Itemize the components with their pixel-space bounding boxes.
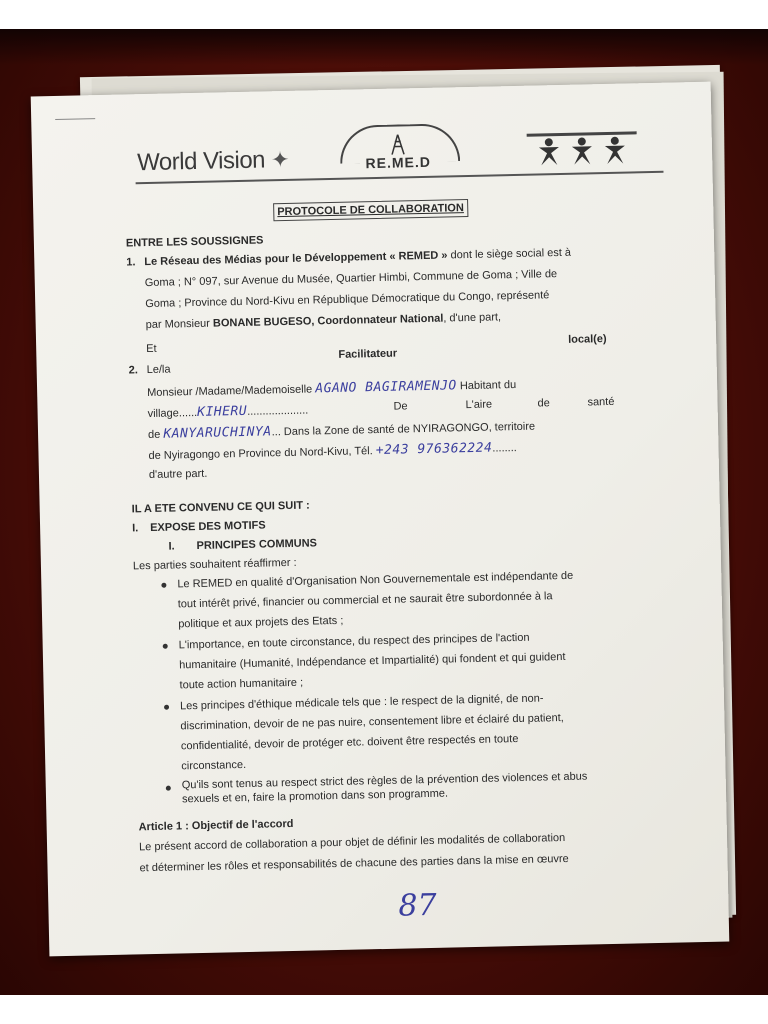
list-item-line: toute action humanitaire ; [179,676,304,692]
list-item-line: tout intérêt privé, financier ou commercial et ne saurait être subordonnée à la [177,590,553,611]
paragraph-line: Le présent accord de collaboration a pour objet de définir les modalités de collaboration [138,832,566,854]
list-item-line: Le REMED en qualité d'Organisation Non Gouvernementale est indépendante de [177,569,574,591]
list-item-line: circonstance. [181,758,247,773]
text-fragment: par Monsieur [145,317,211,332]
bullet-icon [166,786,171,791]
bullet-icon [163,644,168,649]
section-heading: ENTRE LES SOUSSIGNES [125,234,264,250]
text-fragment: ........ [492,442,517,455]
person-figure-icon [537,137,562,166]
remed-logo [329,121,470,172]
paragraph-line: d'autre part. [148,467,208,482]
bullet-icon [164,705,169,710]
text-fragment: , d'une part, [443,311,502,325]
list-item-line: Qu'ils sont tenus au respect strict des règles de la prévention des violences et abus [181,770,588,792]
world-vision-star-icon: ✦ [270,146,290,173]
list-item-line: sexuels et en, faire la promotion dans son programme. [181,787,449,806]
list-item-line: Les principes d'éthique médicale tels que : le respect de la dignité, de non- [179,692,544,713]
subsection-number: I. [168,540,175,553]
bullet-icon [161,583,166,588]
list-item-line: L'importance, en toute circonstance, du respect des principes de l'action [178,631,530,652]
photo-background [0,29,768,995]
remed-logo-text: RE.ME.D [365,153,432,172]
handwritten-page-number: 87 [398,887,438,924]
paragraph-line: Goma ; N° 097, sur Avenue du Musée, Quartier Himbi, Commune de Goma ; Ville de [144,268,558,290]
text-fragment: dont le siège social est à [450,246,572,262]
representative-name: BONANE BUGESO, Coordonnateur National [212,312,444,330]
section-number: I. [132,522,139,535]
list-item-line: politique et aux projets des Etats ; [178,614,344,631]
document-title: PROTOCOLE DE COLLABORATION [273,199,468,221]
list-item-line: confidentialité, devoir de protéger etc. doivent être respectés en toute [180,733,519,753]
handwritten-health-area: KANYARUCHINYA [163,424,272,442]
text-fragment: ... Dans la Zone de santé de NYIRAGONGO, territoire [271,420,536,439]
world-vision-logo [137,139,290,184]
section-heading: IL A ETE CONVENU CE QUI SUIT : [131,499,310,516]
page-mark [55,118,95,120]
paragraph-line: Et [146,342,157,356]
article-heading: Article 1 : Objectif de l'accord [138,817,294,834]
person-figure-icon [603,136,628,165]
subsection-heading: PRINCIPES COMMUNS [196,537,318,553]
handwritten-phone: +243 976362224 [375,440,493,459]
party-name: Le Réseau des Médias pour le Développement « REMED » [144,249,448,269]
role-label: local(e) [568,333,607,346]
text-fragment: de [537,397,550,410]
text-fragment: .................... [247,404,309,418]
handwritten-village: KIHERU [197,403,248,420]
partner-logo [526,121,637,167]
photo-shadow [0,29,768,65]
list-number: 1. [126,256,136,269]
text-fragment: Monsieur /Madame/Mademoiselle [147,383,313,400]
text-fragment: de [147,428,161,442]
text-fragment: Habitant du [459,378,517,393]
world-vision-logo-text: World Vision [136,146,266,177]
text-fragment: santé [587,395,615,409]
list-number: 2. [128,364,139,377]
intro-text: Les parties souhaitent réaffirmer : [132,556,297,573]
handwritten-name: AGANO BAGIRAMENJO [315,378,457,397]
role-label: Facilitateur [338,347,398,361]
document-page [31,82,730,957]
text-fragment: village...... [147,406,198,421]
list-item-line: discrimination, devoir de ne pas nuire, consentement libre et éclairé du patient, [180,712,564,733]
text-fragment: De [393,400,408,413]
text-fragment: de Nyiragongo en Province du Nord-Kivu, Tél. [148,445,373,463]
paragraph-line: Le/la [146,363,171,377]
paragraph-line: Goma ; Province du Nord-Kivu en République Démocratique du Congo, représenté [145,289,550,311]
person-figure-icon [570,136,595,165]
paragraph-line: et déterminer les rôles et responsabilités de chacune des parties dans la mise en œuvre [139,852,569,875]
section-heading: EXPOSE DES MOTIFS [150,519,266,535]
text-fragment: L'aire [465,398,493,412]
list-item-line: humanitaire (Humanité, Indépendance et Impartialité) qui fondent et qui guident [179,650,566,672]
